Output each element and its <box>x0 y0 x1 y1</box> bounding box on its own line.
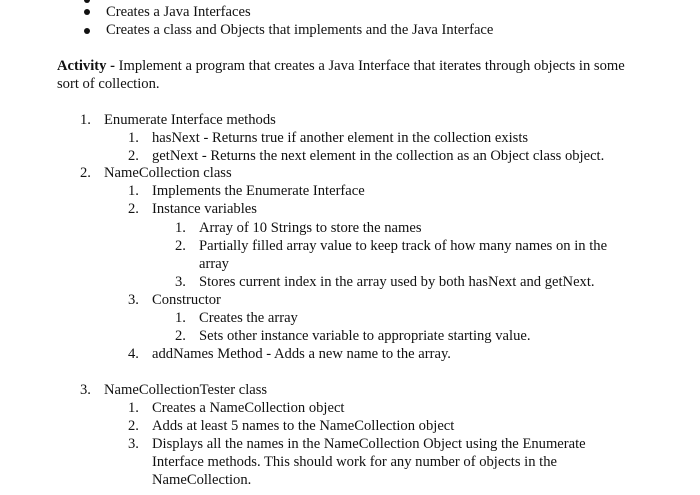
subitem-number: 3. <box>175 274 186 290</box>
section-number: 3. <box>80 382 91 398</box>
list-subitem: Stores current index in the array used by both hasNext and getNext. <box>199 274 595 290</box>
list-item: Adds at least 5 names to the NameCollection object <box>152 418 455 434</box>
item-number: 3. <box>128 292 139 308</box>
section-number: 1. <box>80 112 91 128</box>
list-subitem-continuation: array <box>199 256 229 272</box>
list-item: addNames Method - Adds a new name to the array. <box>152 346 451 362</box>
list-item: Constructor <box>152 292 221 308</box>
activity-label: Activity - <box>57 58 115 74</box>
list-item: getNext - Returns the next element in the collection as an Object class object. <box>152 148 605 164</box>
bullet-item: Creates a class and Objects that implements and the Java Interface <box>106 22 494 38</box>
list-item-continuation: NameCollection. <box>152 472 252 488</box>
item-number: 1. <box>128 400 139 416</box>
item-number: 2. <box>128 418 139 434</box>
section-title: NameCollection class <box>104 165 232 181</box>
item-number: 4. <box>128 346 139 362</box>
bullet-dot <box>84 28 90 34</box>
list-item: Instance variables <box>152 201 257 217</box>
activity-paragraph-line1 <box>57 57 625 75</box>
section-title: Enumerate Interface methods <box>104 112 276 128</box>
item-number: 1. <box>128 183 139 199</box>
item-number: 3. <box>128 436 139 452</box>
list-subitem: Partially filled array value to keep track of how many names on in the <box>199 238 608 254</box>
bullet-item: Creates a Java Interfaces <box>106 4 251 20</box>
subitem-number: 1. <box>175 310 186 326</box>
item-number: 2. <box>128 201 139 217</box>
subitem-number: 2. <box>175 238 186 254</box>
list-subitem: Creates the array <box>199 310 298 326</box>
activity-text: Implement a program that creates a Java Interface that iterates through objects in some <box>114 58 625 74</box>
list-item: Displays all the names in the NameCollection Object using the Enumerate <box>152 436 586 452</box>
subitem-number: 1. <box>175 220 186 236</box>
list-item: hasNext - Returns true if another element in the collection exists <box>152 130 529 146</box>
list-subitem: Sets other instance variable to appropriate starting value. <box>199 328 531 344</box>
list-item: Implements the Enumerate Interface <box>152 183 365 199</box>
list-item-continuation: Interface methods. This should work for any number of objects in the <box>152 454 558 470</box>
item-number: 2. <box>128 148 139 164</box>
list-subitem: Array of 10 Strings to store the names <box>199 220 422 236</box>
section-title: NameCollectionTester class <box>104 382 268 398</box>
bullet-dot <box>84 9 90 15</box>
activity-paragraph-line2: sort of collection. <box>57 76 160 92</box>
section-number: 2. <box>80 165 91 181</box>
list-item: Creates a NameCollection object <box>152 400 345 416</box>
bullet-dot-partial <box>84 0 90 3</box>
item-number: 1. <box>128 130 139 146</box>
subitem-number: 2. <box>175 328 186 344</box>
